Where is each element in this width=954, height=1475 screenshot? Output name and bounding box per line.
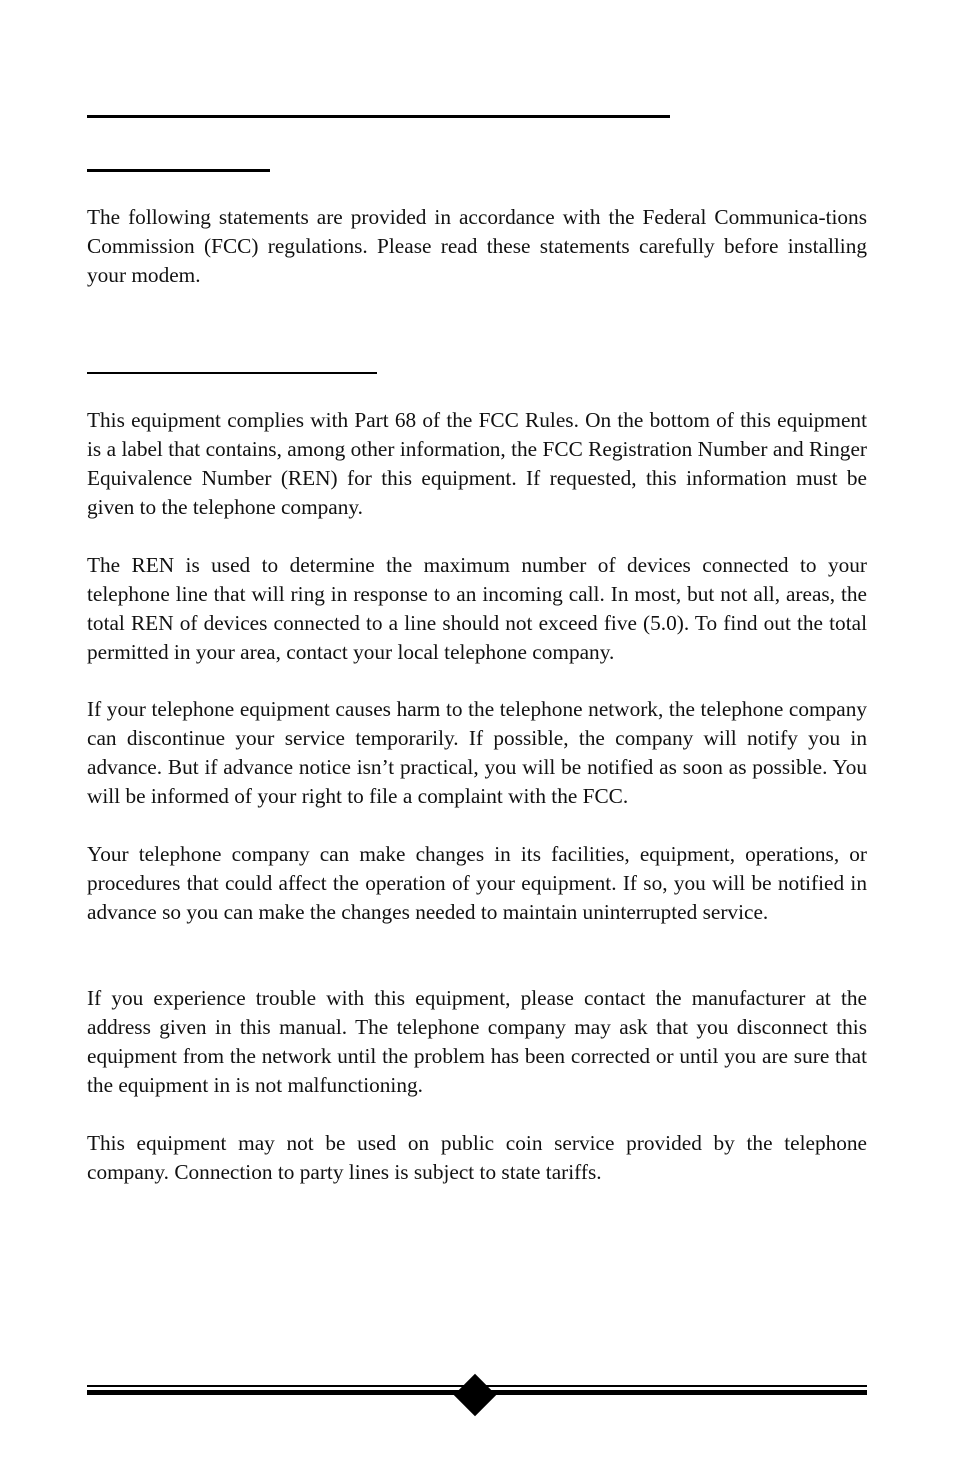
body-paragraph: This equipment complies with Part 68 of the FCC Rules. On the bottom of this equipment is a label that contains, among other information, the FCC Registration Number and Ringer Equivalence Number (REN) for this equipment. If requested, this information must be given to the telephone company. — [87, 408, 867, 519]
body-paragraph: This equipment may not be used on public coin service provided by the telephone company. Connection to party lines is subject to state tariffs. — [87, 1131, 867, 1184]
intro-paragraph: The following statements are provided in accordance with the Federal Communica-tions Commission (FCC) regulations. Please read these statements carefully before installing your modem. — [87, 205, 867, 287]
footer-ornament — [87, 1370, 867, 1422]
body-paragraph: If your telephone equipment causes harm to the telephone network, the telephone company can discontinue your service temporarily. If possible, the company will notify you in advance. But if advance notice isn’t practical, you will be notified as soon as possible. You will be informed of your right to file a complaint with the FCC. — [87, 697, 867, 808]
body-paragraph: Your telephone company can make changes in its facilities, equipment, operations, or procedures that could affect the operation of your equipment. If so, you will be notified in advance so you can make the changes needed to maintain uninterrupted service. — [87, 842, 867, 924]
title-rule — [87, 115, 670, 118]
subtitle-rule — [87, 169, 270, 172]
section-rule — [87, 372, 377, 374]
body-paragraph: The REN is used to determine the maximum number of devices connected to your telephone line that will ring in response to an incoming call. In most, but not all, areas, the total REN of devices connected to a line should not exceed five (5.0). To find out the total permitted in your area, contact your local telephone company. — [87, 553, 867, 664]
body-paragraph: If you experience trouble with this equipment, please contact the manufacturer at the address given in this manual. The telephone company may ask that you disconnect this equipment from the network until the problem has been corrected or until you are sure that the equipment in is not malfunctioning. — [87, 986, 867, 1097]
diamond-icon — [454, 1374, 496, 1416]
